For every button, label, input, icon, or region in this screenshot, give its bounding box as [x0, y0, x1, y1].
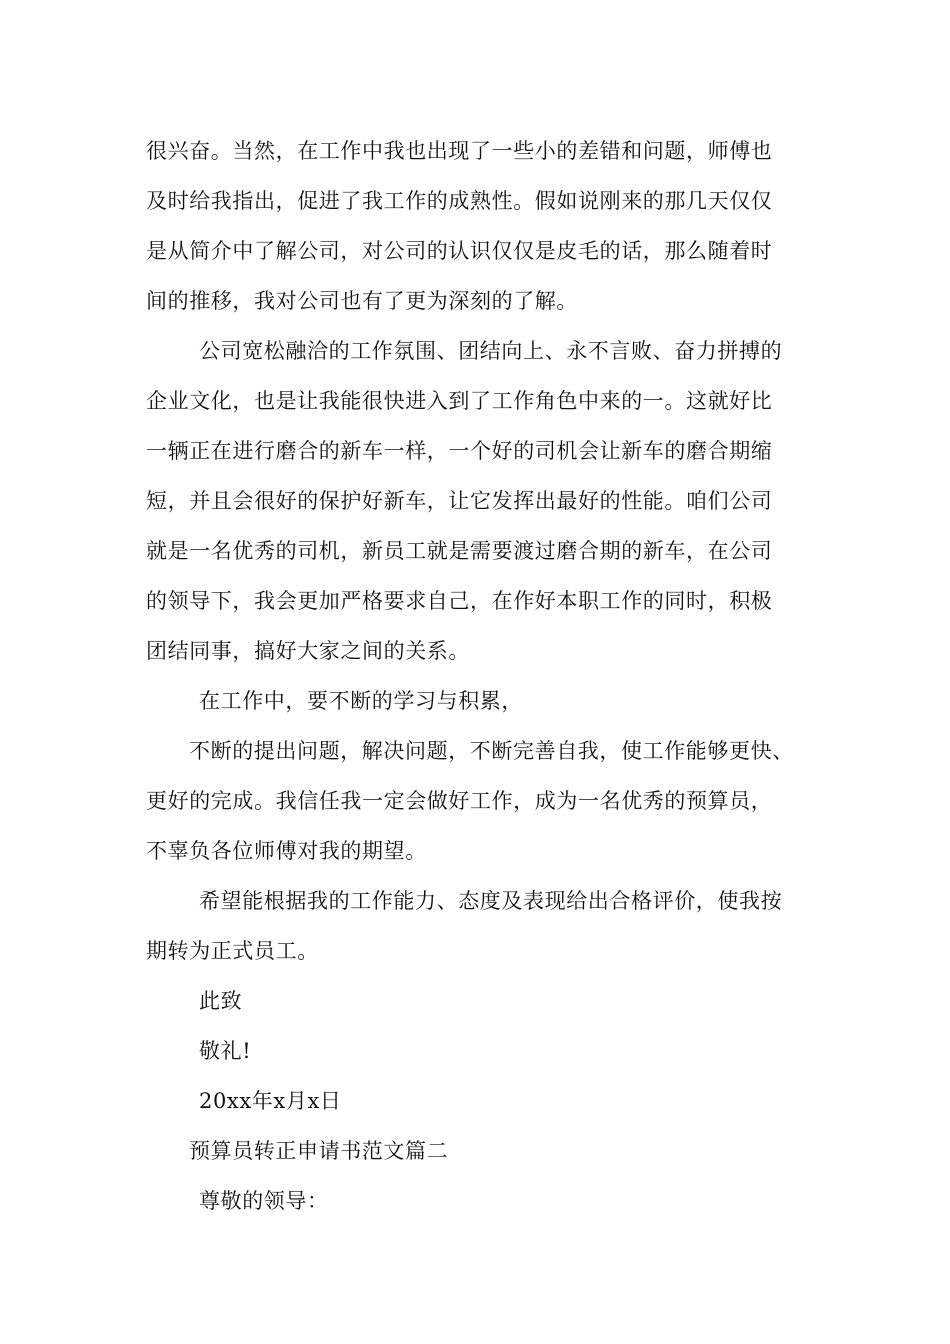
body-line: 不辜负各位师傅对我的期望。 [146, 839, 427, 863]
body-line: 的领导下，我会更加严格要求自己，在作好本职工作的同时，积极 [146, 589, 773, 613]
section-title: 预算员转正申请书范文篇二 [189, 1139, 449, 1163]
body-line: 间的推移，我对公司也有了更为深刻的了解。 [146, 289, 578, 313]
date-line: 20xx年x月x日 [199, 1089, 342, 1113]
body-line: 期转为正式员工。 [146, 939, 319, 963]
paragraph-first-line: 在工作中，要不断的学习与积累， [199, 689, 523, 713]
closing-regards: 敬礼! [199, 1039, 252, 1063]
paragraph-first-line: 公司宽松融洽的工作氛围、团结向上、永不言败、奋力拼搏的 [199, 339, 783, 363]
body-line: 一辆正在进行磨合的新车一样，一个好的司机会让新车的磨合期缩 [146, 439, 773, 463]
body-line: 及时给我指出，促进了我工作的成熟性。假如说刚来的那几天仅仅 [146, 189, 773, 213]
body-line: 很兴奋。当然，在工作中我也出现了一些小的差错和问题，师傅也 [146, 139, 773, 163]
greeting-line: 尊敬的领导： [199, 1189, 329, 1213]
paragraph-first-line: 希望能根据我的工作能力、态度及表现给出合格评价，使我按 [199, 889, 783, 913]
body-line: 就是一名优秀的司机，新员工就是需要渡过磨合期的新车，在公司 [146, 539, 773, 563]
body-line: 是从简介中了解公司，对公司的认识仅仅是皮毛的话，那么随着时 [146, 239, 773, 263]
closing-salutation: 此致 [199, 989, 243, 1013]
body-line: 更好的完成。我信任我一定会做好工作，成为一名优秀的预算员， [146, 789, 773, 813]
body-line: 企业文化，也是让我能很快进入到了工作角色中来的一。这就好比 [146, 389, 773, 413]
paragraph-first-line: 不断的提出问题，解决问题，不断完善自我，使工作能够更快、 [189, 739, 794, 763]
body-line: 团结同事，搞好大家之间的关系。 [146, 639, 470, 663]
body-line: 短，并且会很好的保护好新车，让它发挥出最好的性能。咱们公司 [146, 489, 773, 513]
